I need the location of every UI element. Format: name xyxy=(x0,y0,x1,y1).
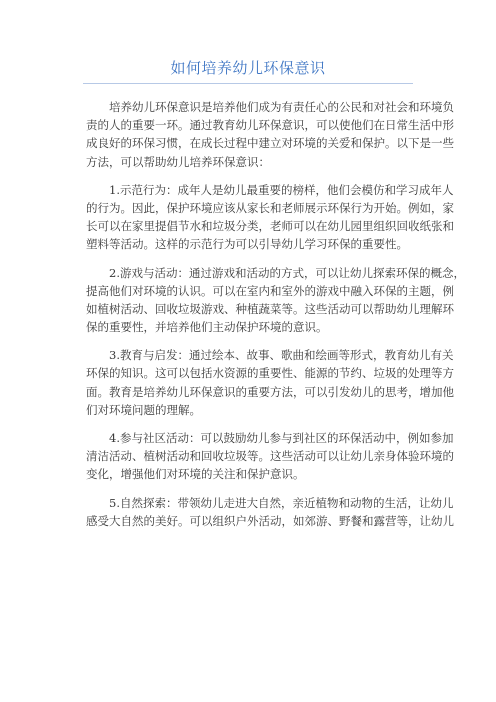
paragraph-method-1 xyxy=(86,181,454,254)
document-title: 如何培养幼儿环保意识 xyxy=(170,59,326,77)
title-divider xyxy=(83,83,413,84)
text-line: 清洁活动、植树活动和回收垃圾等。这些活动可以让幼儿亲身体验环境的 xyxy=(86,449,454,464)
text-line: 环保的知识。这可以包括水资源的重要性、能源的节约、垃圾的处理等方 xyxy=(86,366,454,381)
text-line: 5.自然探索：带领幼儿走进大自然，亲近植物和动物的生活，让幼儿 xyxy=(86,495,454,510)
paragraph-method-2 xyxy=(86,264,465,337)
text-line: 培养幼儿环保意识是培养他们成为有责任心的公民和对社会和环境负 xyxy=(86,100,454,114)
text-line: 责的人的重要一环。通过教育幼儿环保意识，可以使他们在日常生活中形 xyxy=(86,118,454,133)
text-line: 长可以在家里提倡节水和垃圾分类，老师可以在幼儿园里组织回收纸张和 xyxy=(86,219,454,234)
paragraph-intro xyxy=(86,98,454,171)
text-line: 变化，增强他们对环境的关注和保护意识。 xyxy=(86,467,305,482)
text-line: 感受大自然的美好。可以组织户外活动，如郊游、野餐和露营等，让幼儿 xyxy=(86,513,454,528)
text-line: 4.参与社区活动：可以鼓励幼儿参与到社区的环保活动中，例如参加 xyxy=(86,431,454,445)
text-line: 3.教育与启发：通过绘本、故事、歌曲和绘画等形式，教育幼儿有关 xyxy=(86,348,454,363)
text-line: 提高他们对环境的认识。可以在室内和室外的游戏中融入环保的主题，例 xyxy=(86,283,454,298)
text-line: 方法，可以帮助幼儿培养环保意识： xyxy=(86,154,270,169)
text-line: 1.示范行为：成年人是幼儿最重要的榜样，他们会模仿和学习成年人 xyxy=(86,182,454,197)
paragraph-method-3 xyxy=(86,346,454,419)
text-line: 面。教育是培养幼儿环保意识的重要方法，可以引发幼儿的思考，增加他 xyxy=(86,384,454,399)
text-line: 如植树活动、回收垃圾游戏、种植蔬菜等。这些活动可以帮助幼儿理解环 xyxy=(86,301,454,316)
text-line: 2.游戏与活动：通过游戏和活动的方式，可以让幼儿探索环保的概念， xyxy=(86,265,465,280)
text-line: 们对环境问题的理解。 xyxy=(86,402,201,417)
paragraph-method-5 xyxy=(86,494,454,530)
document-body xyxy=(86,98,465,540)
text-line: 塑料等活动。这样的示范行为可以引导幼儿学习环保的重要性。 xyxy=(86,237,408,252)
text-line: 保的重要性，并培养他们主动保护环境的意识。 xyxy=(86,320,328,335)
text-line: 成良好的环保习惯，在成长过程中建立对环境的关爱和保护。以下是一些 xyxy=(86,136,454,151)
text-line: 的行为。因此，保护环境应该从家长和老师展示环保行为开始。例如，家 xyxy=(86,200,454,215)
paragraph-method-4 xyxy=(86,429,454,484)
